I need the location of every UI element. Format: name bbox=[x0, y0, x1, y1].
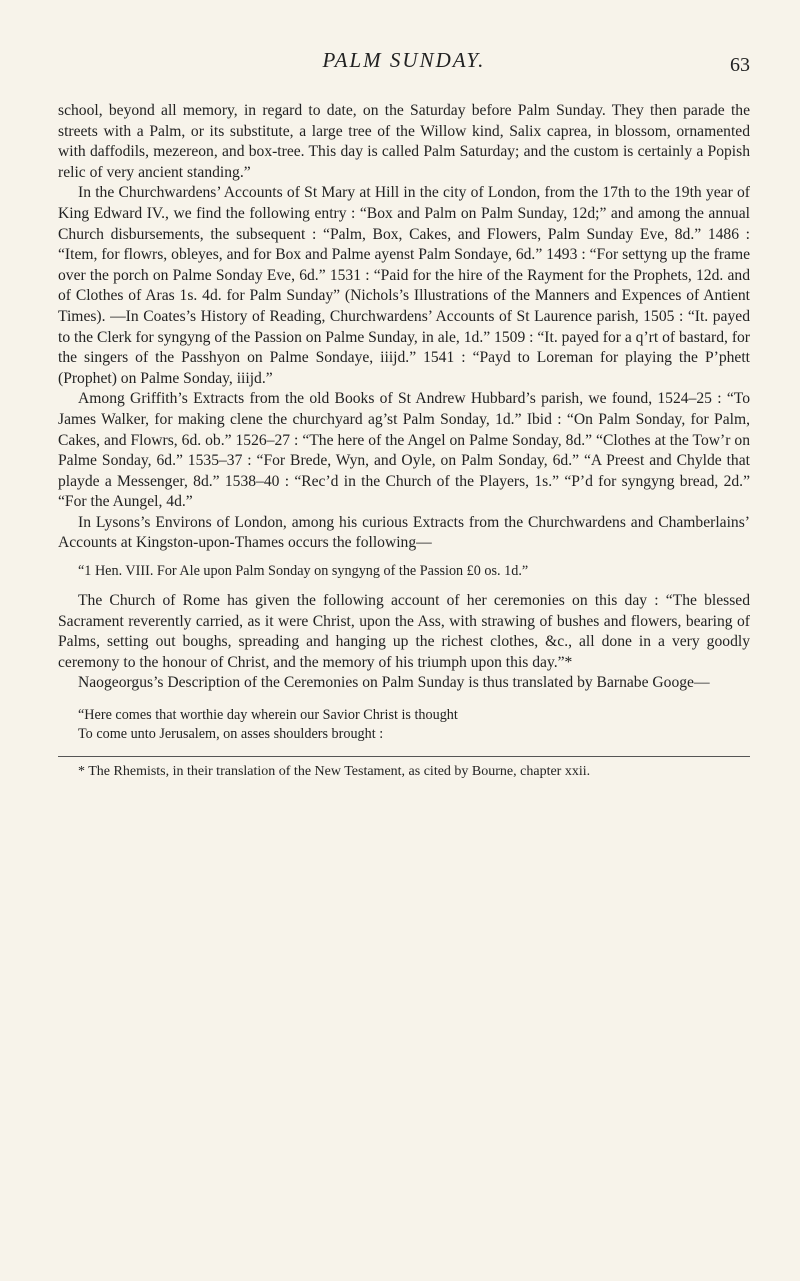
paragraph: The Church of Rome has given the following account of her ceremonies on this day : “The blessed Sacrament reverently carried, as it were Christ, upon the Ass, with strawing of bushes and flowers, bearing of Palms, setting out boughs, spreading and hanging up the richest clothes, &c., all done in a very goodly ceremony to the honour of Christ, and the memory of his triumph upon this day.”* bbox=[58, 592, 750, 671]
paragraph: Among Griffith’s Extracts from the old Books of St Andrew Hubbard’s parish, we found, 1524–25 : “To James Walker, for making clene the churchyard ag’st Palm Sonday, 1d.” Ibid : “On Palm Sonday, for Palm, Cakes, and Flowrs, 6d. ob.” 1526–27 : “The here of the Angel on Palme Sonday, 8d.” “Clothes at the Tow’r on Palme Sonday, 6d.” 1535–37 : “For Brede, Wyn, and Oyle, on Palm Sonday, 6d.” “A Preest and Chylde that playde a Messenger, 8d.” 1538–40 : “Rec’d in the Church of the Players, 1s.” “P’d for syngyng bread, 2d.” “For the Aungel, 4d.” bbox=[58, 390, 750, 511]
paragraph: Naogeorgus’s Description of the Ceremonies on Palm Sunday is thus translated by Barnabe Googe— bbox=[78, 674, 710, 692]
footnote: * The Rhemists, in their translation of the New Testament, as cited by Bourne, chapter xxii. bbox=[78, 764, 591, 780]
verse-line: “Here comes that worthie day wherein our Savior Christ is thought bbox=[78, 707, 458, 724]
body-text bbox=[58, 101, 750, 781]
paragraph: In the Churchwardens’ Accounts of St Mary at Hill in the city of London, from the 17th to the 19th year of King Edward IV., we find the following entry : “Box and Palm on Palm Sunday, 12d;” and among the annual Church disbursements, the subsequent : “Palm, Box, Cakes, and Flowers, Palm Sunday Eve, 8d.” 1486 : “Item, for flowrs, obleyes, and for Box and Palme ayenst Palm Sondaye, 6d.” 1493 : “For settyng up the frame over the porch on Palme Sonday Eve, 6d.” 1531 : “Paid for the hire of the Rayment for the Prophets, 12d. and of Clothes of Aras 1s. 4d. for Palm Sunday” (Nichols’s Illustrations of the Manners and Expences of Antient Times). —In Coates’s History of Reading, Churchwardens’ Accounts of St Laurence parish, 1505 : “It. payed to the Clerk for syngyng of the Passion on Palme Sunday, in ale, 1d.” 1509 : “It. payed for a q’rt of bastard, for the singers of the Passhyon on Palme Sondaye, iiijd.” 1541 : “Payd to Loreman for playing the P’phett (Prophet) on Palme Sonday, iiijd.” bbox=[58, 184, 750, 387]
verse-block bbox=[78, 706, 750, 744]
block-quote: “1 Hen. VIII. For Ale upon Palm Sonday on syngyng of the Passion £0 os. 1d.” bbox=[78, 563, 529, 580]
book-page bbox=[58, 0, 750, 781]
page-number: 63 bbox=[730, 54, 750, 76]
verse-line: To come unto Jerusalem, on asses shoulders brought : bbox=[78, 726, 384, 743]
footnote-divider bbox=[58, 756, 750, 757]
page-header bbox=[58, 48, 750, 88]
running-title: PALM SUNDAY. bbox=[322, 48, 486, 72]
paragraph: school, beyond all memory, in regard to date, on the Saturday before Palm Sunday. They then parade the streets with a Palm, or its substitute, a large tree of the Willow kind, Salix caprea, in blossom, ornamented with daffodils, mezereon, and box-tree. This day is called Palm Saturday; and the custom is certainly a Popish relic of very ancient standing.” bbox=[58, 102, 750, 181]
paragraph: In Lysons’s Environs of London, among his curious Extracts from the Churchwardens and Chamberlains’ Accounts at Kingston-upon-Thames occurs the following— bbox=[58, 513, 750, 552]
